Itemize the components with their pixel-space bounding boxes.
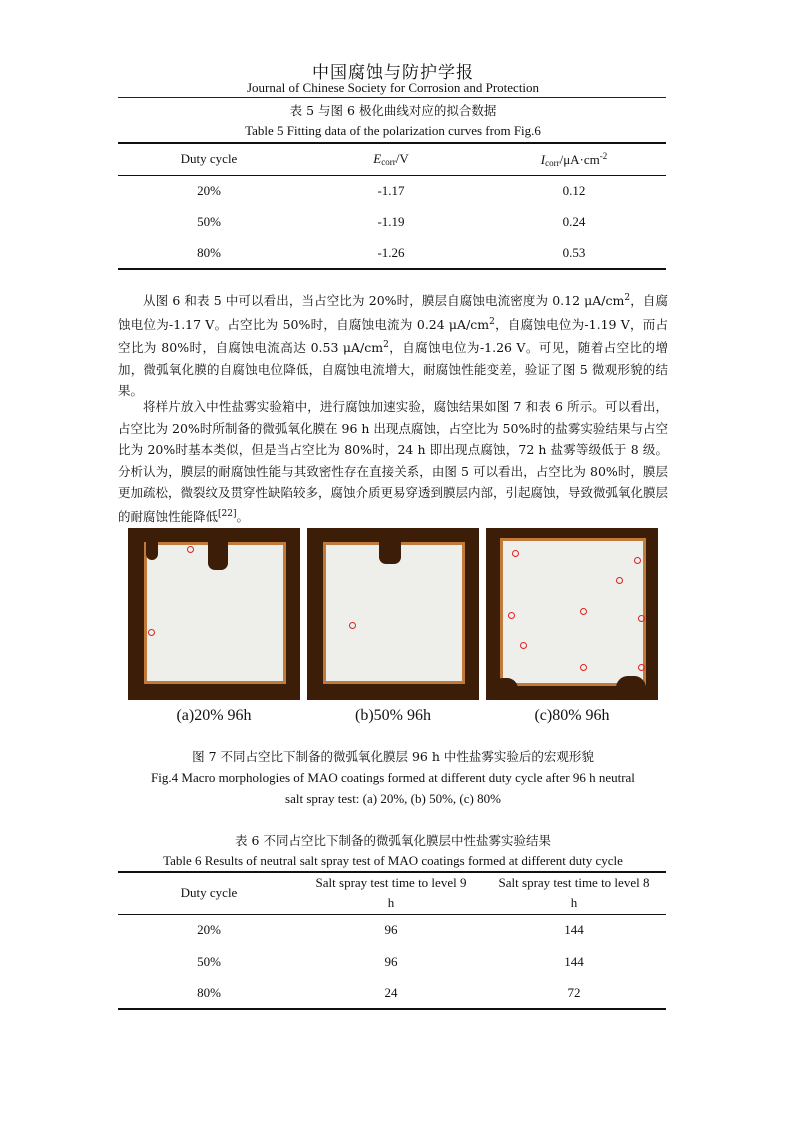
figure7-caption-en-line1: Fig.4 Macro morphologies of MAO coatings formed at different duty cycle after 96 h neutral (151, 770, 635, 785)
table5-cell: 80% (118, 237, 300, 269)
table6-header-row (118, 872, 666, 914)
table5-cell: 50% (197, 214, 221, 229)
corrosion-spot (580, 664, 587, 671)
table6-caption-en: Table 6 Results of neutral salt spray test of MAO coatings formed at different duty cycle (163, 853, 623, 868)
figure7-caption-cn: 图 7 不同占空比下制备的微弧氧化膜层 96 h 中性盐雾实验后的宏观形貌 (192, 749, 594, 764)
header-rule (118, 97, 666, 98)
corrosion-spot (638, 664, 645, 671)
table5-cell: 0.12 (562, 183, 586, 199)
table5-col-icorr: $I_{corr}/\mu A\cdot cm^{-2}$ (482, 143, 666, 175)
table5-cell: 0.24 (562, 214, 586, 229)
table5-caption-cn: 表 5 与图 6 极化曲线对应的拟合数据 (289, 103, 497, 118)
table5-col-ecorr: $E_{corr}/V$ (300, 143, 482, 175)
table5-cell: 20% (197, 183, 221, 199)
corrosion-spot (187, 546, 194, 553)
table6-cell: 144 (564, 922, 584, 938)
table5-cell: -1.19 (377, 214, 405, 229)
table-row (118, 946, 666, 977)
table6-cell: 80% (118, 977, 300, 1009)
corrosion-spot (580, 608, 587, 615)
table5-caption-en: Table 5 Fitting data of the polarization curves from Fig.6 (245, 123, 541, 138)
corrosion-spot (616, 577, 623, 584)
table-row (118, 914, 666, 946)
table-row (118, 175, 666, 207)
table-row (118, 237, 666, 269)
table6-cell: 96 (384, 953, 398, 969)
corrosion-spot (148, 629, 155, 636)
table5-cell: -1.26 (300, 237, 482, 269)
table5-header-row (118, 143, 666, 175)
table6-cell: 144 (564, 953, 584, 969)
photo-20-percent (128, 528, 300, 700)
figure7-caption-en-line2: salt spray test: (a) 20%, (b) 50%, (c) 80% (285, 791, 501, 806)
table-row (118, 207, 666, 237)
table6-cell: 72 (482, 977, 666, 1009)
photo-50-percent (307, 528, 479, 700)
citation-ref: [22] (218, 508, 237, 519)
photo-label-c: (c)80% 96h (534, 707, 610, 724)
table6-col-level9: Salt spray test time to level 9 h (300, 872, 482, 914)
table6-cell: 50% (197, 953, 221, 969)
corrosion-spot (512, 550, 519, 557)
table6-cell: 96 (384, 922, 398, 938)
corrosion-spot (520, 642, 527, 649)
photo-label-b: (b)50% 96h (355, 707, 431, 724)
table5 (118, 142, 666, 270)
journal-title-en: Journal of Chinese Society for Corrosion and Protection (246, 80, 540, 95)
table-row (118, 977, 666, 1009)
paragraph-1: 从图 6 和表 5 中可以看出，当占空比为 20%时，膜层自腐蚀电流密度为 0.12 $\mu A/cm^2$，自腐蚀电位为-1.17 V。占空比为 50%时，自腐蚀电流为 0.24 $\mu A/cm^2$，自腐蚀电位为-1.19 V，而占空比为 80%时，自腐蚀电流高达 0.53 $\mu A/cm^2$，自腐蚀电位为-1.26 V。可见，随着占空比的增加，微弧氧化膜的自腐蚀电位降低，自腐蚀电流增大，耐腐蚀性能变差，验证了图 5 微观形貌的结果。 (118, 293, 668, 399)
table6-cell: 20% (197, 922, 221, 938)
table6-col-duty-cycle: Duty cycle (118, 872, 300, 914)
photo-label-a: (a)20% 96h (176, 707, 252, 724)
table6-cell: 24 (300, 977, 482, 1009)
paragraph-2: 将样片放入中性盐雾实验箱中，进行腐蚀加速实验，腐蚀结果如图 7 和表 6 所示。可以看出，占空比为 20%时所制备的微弧氧化膜在 96 h 出现点腐蚀，占空比为 50%时的盐雾实验结果与占空比为 20%时基本类似，但是当占空比为 80%时，24 h 即出现点腐蚀，72 h 盐雾等级低于 8 级。分析认为，膜层的耐腐蚀性能与其致密性存在直接关系，由图 5 可以看出，占空比为 80%时，膜层更加疏松，微裂纹及贯穿性缺陷较多，腐蚀介质更易穿透到膜层内部，引起腐蚀，导致微弧氧化膜层的耐腐蚀性能降低[22]。 (118, 399, 669, 524)
corrosion-spot (638, 615, 645, 622)
table5-cell: -1.17 (377, 183, 405, 199)
journal-title-cn: 中国腐蚀与防护学报 (312, 63, 474, 83)
corrosion-spot (634, 557, 641, 564)
corrosion-spot (349, 622, 356, 629)
table6-col-level8: Salt spray test time to level 8 h (482, 872, 666, 914)
table6-caption-cn: 表 6 不同占空比下制备的微弧氧化膜层中性盐雾实验结果 (235, 833, 551, 848)
photo-80-percent (486, 528, 658, 700)
table6 (118, 871, 666, 1010)
table5-cell: 0.53 (482, 237, 666, 269)
corrosion-spot (508, 612, 515, 619)
table5-col-duty-cycle: Duty cycle (118, 143, 300, 175)
